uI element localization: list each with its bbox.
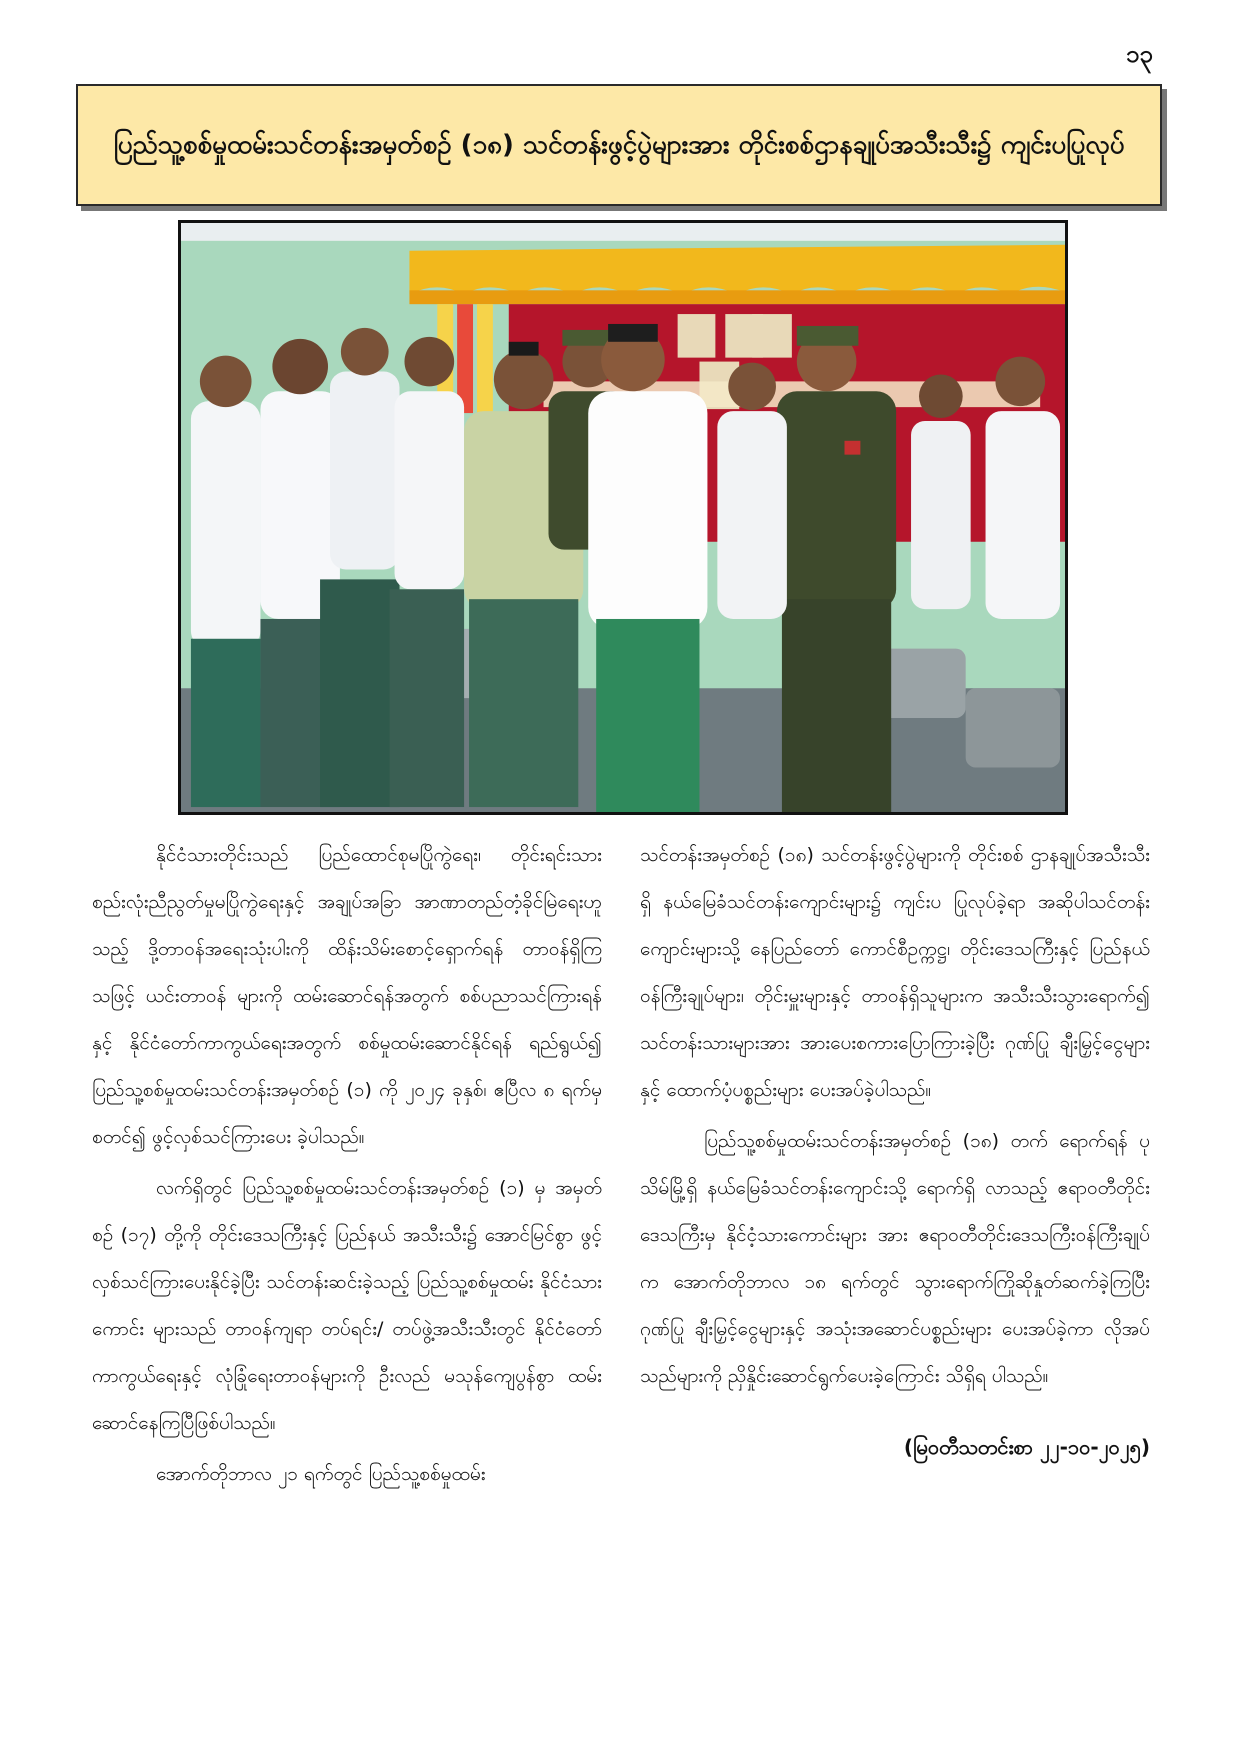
headline: ပြည်သူ့စစ်မှုထမ်းသင်တန်းအမှတ်စဉ် (၁၈) သင်တန်းဖွင့်ပွဲများအား တိုင်းစစ်ဌာနချုပ်အသီးသီး၌ ကျင်းပပြုလုပ် xyxy=(113,130,1125,160)
headline-box xyxy=(76,84,1162,206)
article-left-column xyxy=(92,832,602,1502)
left-paragraph-2: လက်ရှိတွင် ပြည်သူ့စစ်မှုထမ်းသင်တန်းအမှတ်စဉ် (၁) မှ အမှတ်စဉ် (၁၇) တို့ကို တိုင်းဒေသကြီးနှင့် ပြည်နယ် အသီးသီး၌ အောင်မြင်စွာ ဖွင့်လှစ်သင်ကြားပေးနိုင်ခဲ့ပြီး သင်တန်းဆင်းခဲ့သည့် ပြည်သူ့စစ်မှုထမ်း နိုင်ငံသားကောင်း များသည် တာဝန်ကျရာ တပ်ရင်း/ တပ်ဖွဲ့အသီးသီးတွင် နိုင်ငံတော်ကာကွယ်ရေးနှင့် လုံခြုံရေးတာဝန်များကို ဦးလည် မသုန်ကျေပွန်စွာ ထမ်းဆောင်နေကြပြီဖြစ်ပါသည်။ xyxy=(92,1177,602,1434)
source-credit: (မြဝတီသတင်းစာ ၂၂-၁၀-၂၀၂၅) xyxy=(903,1435,1150,1459)
photo-curtain xyxy=(409,245,1065,294)
news-photo xyxy=(178,220,1068,815)
trainee-group xyxy=(191,328,464,807)
right-paragraph-2: ပြည်သူ့စစ်မှုထမ်းသင်တန်းအမှတ်စဉ် (၁၈) တက် ရောက်ရန် ပုသိမ်မြို့ရှိ နယ်မြေခံသင်တန်းကျောင်းသို့ ရောက်ရှိ လာသည့် ဧရာဝတီတိုင်းဒေသကြီးမှ နိုင်ငံ့သားကောင်းများ အား ဧရာဝတီတိုင်းဒေသကြီးဝန်ကြီးချုပ်က အောက်တိုဘာလ ၁၈ ရက်တွင် သွားရောက်ကြိုဆိုနှုတ်ဆက်ခဲ့ကြပြီး ဂုဏ်ပြု ချီးမြှင့်ငွေများနှင့် အသုံးအဆောင်ပစ္စည်းများ ပေးအပ်ခဲ့ကာ လိုအပ်သည်များကို ညှိနှိုင်းဆောင်ရွက်ပေးခဲ့ကြောင်း သိရှိရ ပါသည်။ xyxy=(640,1130,1150,1387)
photo-ceiling xyxy=(181,223,1065,241)
left-paragraph-1: နိုင်ငံသားတိုင်းသည် ပြည်ထောင်စုမပြိုကွဲရေး၊ တိုင်းရင်းသားစည်းလုံးညီညွတ်မှုမပြိုကွဲရေးနှင့် အချုပ်အခြာ အာဏာတည်တံ့ခိုင်မြဲရေးဟူသည့် ဒို့တာဝန်အရေးသုံးပါးကို ထိန်းသိမ်းစောင့်ရှောက်ရန် တာဝန်ရှိကြသဖြင့် ယင်းတာဝန် များကို ထမ်းဆောင်ရန်အတွက် စစ်ပညာသင်ကြားရန်နှင့် နိုင်ငံတော်ကာကွယ်ရေးအတွက် စစ်မှုထမ်းဆောင်နိုင်ရန် ရည်ရွယ်၍ ပြည်သူ့စစ်မှုထမ်းသင်တန်းအမှတ်စဉ် (၁) ကို ၂၀၂၄ ခုနှစ်၊ ဧပြီလ ၈ ရက်မှစတင်၍ ဖွင့်လှစ်သင်ကြားပေး ခဲ့ပါသည်။ xyxy=(92,844,602,1148)
officer-right xyxy=(777,326,896,812)
official-white xyxy=(588,324,707,812)
article-right-column xyxy=(640,832,1150,1471)
right-paragraph-1: သင်တန်းအမှတ်စဉ် (၁၈) သင်တန်းဖွင့်ပွဲများကို တိုင်းစစ် ဌာနချုပ်အသီးသီးရှိ နယ်မြေခံသင်တန်းကျောင်းများ၌ ကျင်းပ ပြုလုပ်ခဲ့ရာ အဆိုပါသင်တန်းကျောင်းများသို့ နေပြည်တော် ကောင်စီဥက္ကဋ္ဌ၊ တိုင်းဒေသကြီးနှင့် ပြည်နယ်ဝန်ကြီးချုပ်များ၊ တိုင်းမှူးများနှင့် တာဝန်ရှိသူများက အသီးသီးသွားရောက်၍ သင်တန်းသားများအား အားပေးစကားပြောကြားခဲ့ပြီး ဂုဏ်ပြု ချီးမြှင့်ငွေများနှင့် ထောက်ပံ့ပစ္စည်းများ ပေးအပ်ခဲ့ပါသည်။ xyxy=(640,844,1150,1101)
left-paragraph-3: အောက်တိုဘာလ ၂၁ ရက်တွင် ပြည်သူ့စစ်မှုထမ်း xyxy=(156,1463,486,1485)
page-number: ၁၃ xyxy=(1126,40,1153,68)
